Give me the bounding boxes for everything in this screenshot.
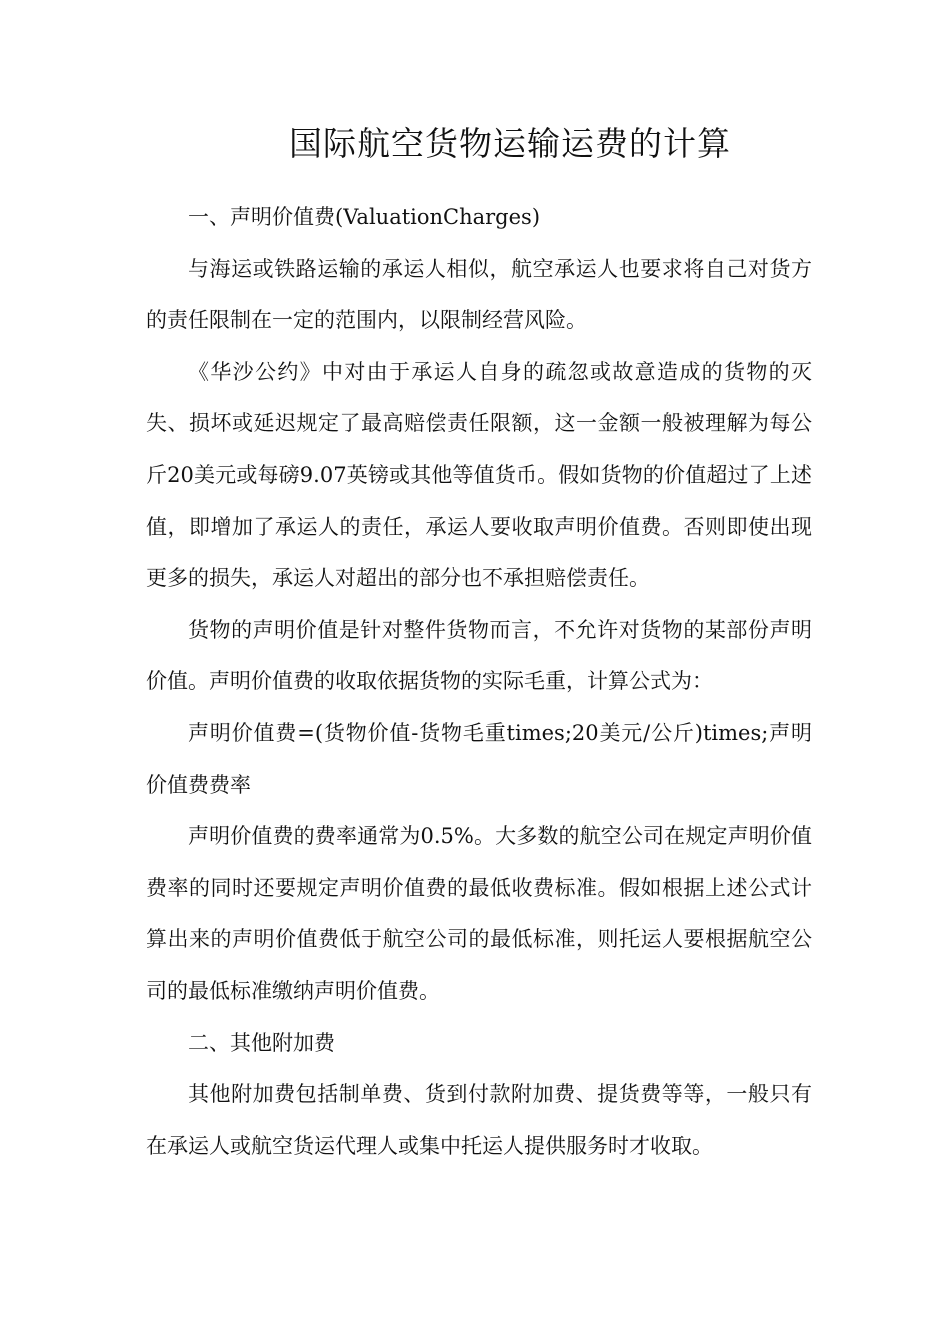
document-body bbox=[146, 192, 812, 1172]
section-heading-other-charges: 二、其他附加费 bbox=[188, 1030, 335, 1055]
paragraph-formula: 声明价值费=(货物价值-货物毛重times;20美元/公斤)times;声明价值费费率 bbox=[146, 720, 812, 797]
paragraph-rate: 声明价值费的费率通常为0.5%。大多数的航空公司在规定声明价值费率的同时还要规定声明价值费的最低收费标准。假如根据上述公式计算出来的声明价值费低于航空公司的最低标准，则托运人要根据航空公司的最低标准缴纳声明价值费。 bbox=[146, 824, 812, 1003]
section-heading-valuation-charges: 一、声明价值费(ValuationCharges) bbox=[188, 205, 541, 229]
document-title: 国际航空货物运输运费的计算 bbox=[289, 124, 731, 163]
paragraph-declared-value-basis: 货物的声明价值是针对整件货物而言，不允许对货物的某部份声明价值。声明价值费的收取依据货物的实际毛重，计算公式为： bbox=[146, 617, 812, 694]
paragraph-warsaw-convention: 《华沙公约》中对由于承运人自身的疏忽或故意造成的货物的灭失、损坏或延迟规定了最高赔偿责任限额，这一金额一般被理解为每公斤20美元或每磅9.07英镑或其他等值货币。假如货物的价值超过了上述值，即增加了承运人的责任，承运人要收取声明价值费。否则即使出现更多的损失，承运人对超出的部分也不承担赔偿责任。 bbox=[146, 359, 812, 591]
paragraph-other-charges: 其他附加费包括制单费、货到付款附加费、提货费等等，一般只有在承运人或航空货运代理人或集中托运人提供服务时才收取。 bbox=[146, 1082, 812, 1158]
paragraph-carrier-liability: 与海运或铁路运输的承运人相似，航空承运人也要求将自己对货方的责任限制在一定的范围内，以限制经营风险。 bbox=[146, 256, 812, 333]
